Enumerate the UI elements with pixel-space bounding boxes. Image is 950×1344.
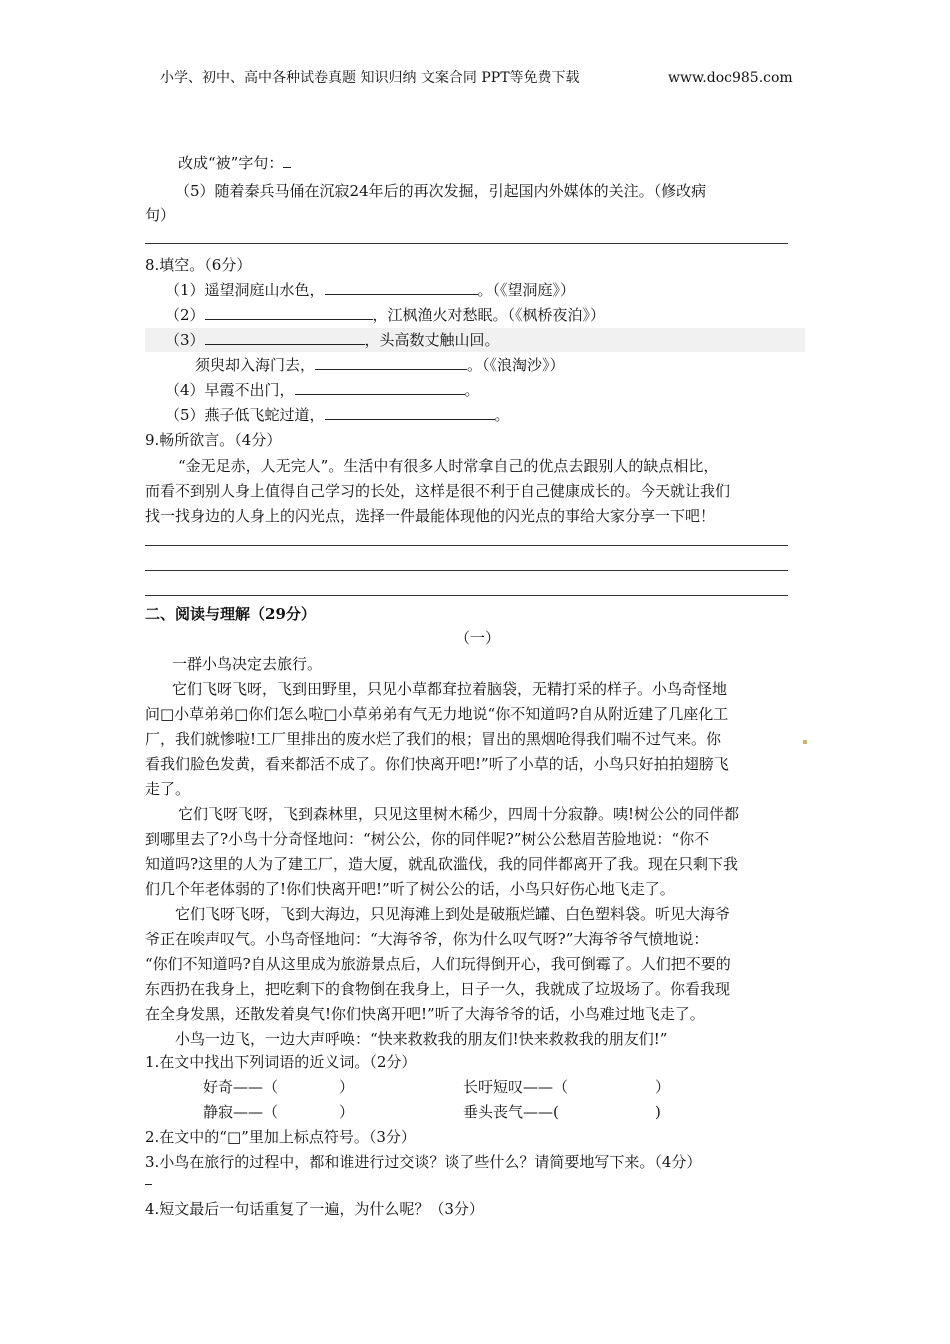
answer-blank[interactable] bbox=[325, 280, 478, 295]
q9-paragraph-line-2: 而看不到别人身上值得自己学习的长处，这样是很不利于自己健康成长的。今天就让我们 bbox=[145, 482, 731, 500]
answer-line[interactable] bbox=[145, 570, 788, 571]
q8-item-3-text: ，头高数丈触山回。 bbox=[364, 331, 500, 349]
answer-blank[interactable] bbox=[325, 405, 495, 420]
question-1: 1.在文中找出下列词语的近义词。（2分） bbox=[145, 1053, 417, 1071]
q8-item-5-prompt: （5）燕子低飞蛇过道， bbox=[165, 406, 325, 424]
passage-line: 到哪里去了?小鸟十分奇怪地问：“树公公，你的同伴呢?”树公公愁眉苦脸地说：“你不 bbox=[145, 830, 710, 848]
passage-line: 东西扔在我身上，把吃剩下的食物倒在我身上，日子一久，我就成了垃圾场了。你看我现 bbox=[145, 980, 731, 998]
passage-line: “你们不知道吗?自从这里成为旅游景点后，人们玩得倒开心，我可倒霉了。人们把不要的 bbox=[145, 955, 731, 973]
synonym-item-2-close: ） bbox=[655, 1078, 671, 1096]
synonym-item-4: 垂头丧气——( bbox=[463, 1103, 559, 1121]
header-left-text: 小学、初中、高中各种试卷真题 知识归纳 文案合同 PPT等免费下载 bbox=[160, 70, 580, 86]
synonym-item-4-close: ) bbox=[655, 1103, 661, 1121]
answer-blank[interactable] bbox=[295, 380, 465, 395]
section-2-subtitle: （一） bbox=[455, 629, 501, 647]
q8-item-4-end: 。 bbox=[464, 381, 480, 399]
q8-item-5 bbox=[165, 405, 510, 425]
q8-item-2-text: ，江枫渔火对愁眠。（《枫桥夜泊》） bbox=[372, 306, 606, 324]
q9-paragraph-line-3: 找一找身边的人身上的闪光点，选择一件最能体现他的闪光点的事给大家分享一下吧！ bbox=[145, 507, 716, 525]
q8-item-4 bbox=[165, 380, 480, 400]
header-url: www.doc985.com bbox=[668, 70, 793, 86]
q8-item-2-number: （2） bbox=[165, 306, 205, 324]
synonym-item-3: 静寂——（ bbox=[203, 1103, 279, 1121]
q8-item-3-number: （3） bbox=[165, 331, 205, 349]
synonym-item-1-close: ） bbox=[339, 1078, 355, 1096]
section-2-title: 二、阅读与理解（29分） bbox=[145, 605, 316, 623]
q8-item-5-end: 。 bbox=[494, 406, 510, 424]
answer-line[interactable] bbox=[145, 545, 788, 546]
synonym-item-1: 好奇——（ bbox=[203, 1078, 279, 1096]
passage-line: 厂，我们就惨啦!工厂里排出的废水烂了我们的根；冒出的黑烟呛得我们喘不过气来。你 bbox=[145, 730, 722, 748]
answer-blank[interactable] bbox=[145, 1174, 152, 1185]
passage-line: 它们飞呀飞呀，飞到森林里，只见这里树木稀少，四周十分寂静。咦!树公公的同伴都 bbox=[178, 805, 740, 823]
passage-line: 小鸟一边飞，一边大声呼唤：“快来救救我的朋友们!快来救救我的朋友们!” bbox=[175, 1030, 668, 1048]
speck-mark bbox=[803, 740, 807, 744]
q8-item-1 bbox=[165, 280, 575, 300]
answer-line[interactable] bbox=[145, 243, 788, 244]
passage-line: 它们飞呀飞呀，飞到大海边，只见海滩上到处是破瓶烂罐、白色塑料袋。听见大海爷 bbox=[175, 905, 731, 923]
answer-blank[interactable] bbox=[205, 305, 373, 320]
passage-line: 爷正在唉声叹气。小鸟奇怪地问：“大海爷爷，你为什么叹气呀?”大海爷爷气愤地说： bbox=[145, 930, 709, 948]
bei-sentence-prompt bbox=[178, 153, 291, 173]
passage-line: 们几个年老体弱的了!你们快离开吧!”听了树公公的话，小鸟只好伤心地飞走了。 bbox=[145, 880, 675, 898]
q9-title: 9.畅所欲言。（4分） bbox=[145, 431, 282, 449]
answer-blank[interactable] bbox=[205, 330, 365, 345]
bei-prompt-text: 改成“被”字句： bbox=[178, 154, 284, 172]
synonym-item-2: 长吁短叹——（ bbox=[463, 1078, 569, 1096]
passage-line: 一群小鸟决定去旅行。 bbox=[172, 655, 323, 673]
passage-line: 在全身发黑，还散发着臭气!你们快离开吧!”听了大海爷爷的话，小鸟难过地飞走了。 bbox=[145, 1005, 705, 1023]
question-3: 3.小鸟在旅行的过程中，都和谁进行过交谈？谈了些什么？请简要地写下来。（4分） bbox=[145, 1153, 702, 1171]
passage-line: 走了。 bbox=[145, 780, 191, 798]
q8-item-3b-source: 。（《浪淘沙》） bbox=[467, 356, 565, 374]
q5-line-2: 句） bbox=[145, 206, 176, 224]
q9-paragraph-line-1: “金无足赤，人无完人”。生活中有很多人时常拿自己的优点去跟别人的缺点相比， bbox=[178, 457, 719, 475]
q8-item-1-source: 。（《望洞庭》） bbox=[477, 281, 576, 299]
q8-item-3-line-2 bbox=[195, 355, 565, 375]
answer-line[interactable] bbox=[145, 595, 788, 596]
question-4: 4.短文最后一句话重复了一遍，为什么呢？（3分） bbox=[145, 1200, 484, 1218]
q8-title: 8.填空。（6分） bbox=[145, 256, 252, 274]
q8-item-2 bbox=[165, 305, 605, 325]
passage-line: 问□小草弟弟□你们怎么啦□小草弟弟有气无力地说“你不知道吗?自从附近建了几座化工 bbox=[145, 705, 729, 723]
q8-item-1-prompt: （1）遥望洞庭山水色， bbox=[165, 281, 325, 299]
q8-item-3 bbox=[165, 330, 500, 350]
answer-blank[interactable] bbox=[283, 153, 291, 168]
q8-item-3b-prompt: 须臾却入海门去， bbox=[195, 356, 316, 374]
q5-line-1: （5）随着秦兵马俑在沉寂24年后的再次发掘，引起国内外媒体的关注。（修改病 bbox=[175, 182, 707, 200]
passage-line: 知道吗?这里的人为了建工厂，造大厦，就乱砍滥伐，我的同伴都离开了我。现在只剩下我 bbox=[145, 855, 739, 873]
answer-blank[interactable] bbox=[315, 355, 467, 370]
q8-item-4-prompt: （4）早霞不出门， bbox=[165, 381, 295, 399]
synonym-item-3-close: ） bbox=[339, 1103, 355, 1121]
passage-line: 看我们脸色发黄，看来都活不成了。你们快离开吧!”听了小草的话，小鸟只好拍拍翅膀飞 bbox=[145, 755, 729, 773]
question-2: 2.在文中的“□”里加上标点符号。（3分） bbox=[145, 1128, 416, 1146]
passage-line: 它们飞呀飞呀，飞到田野里，只见小草都耷拉着脑袋，无精打采的样子。小鸟奇怪地 bbox=[172, 680, 728, 698]
